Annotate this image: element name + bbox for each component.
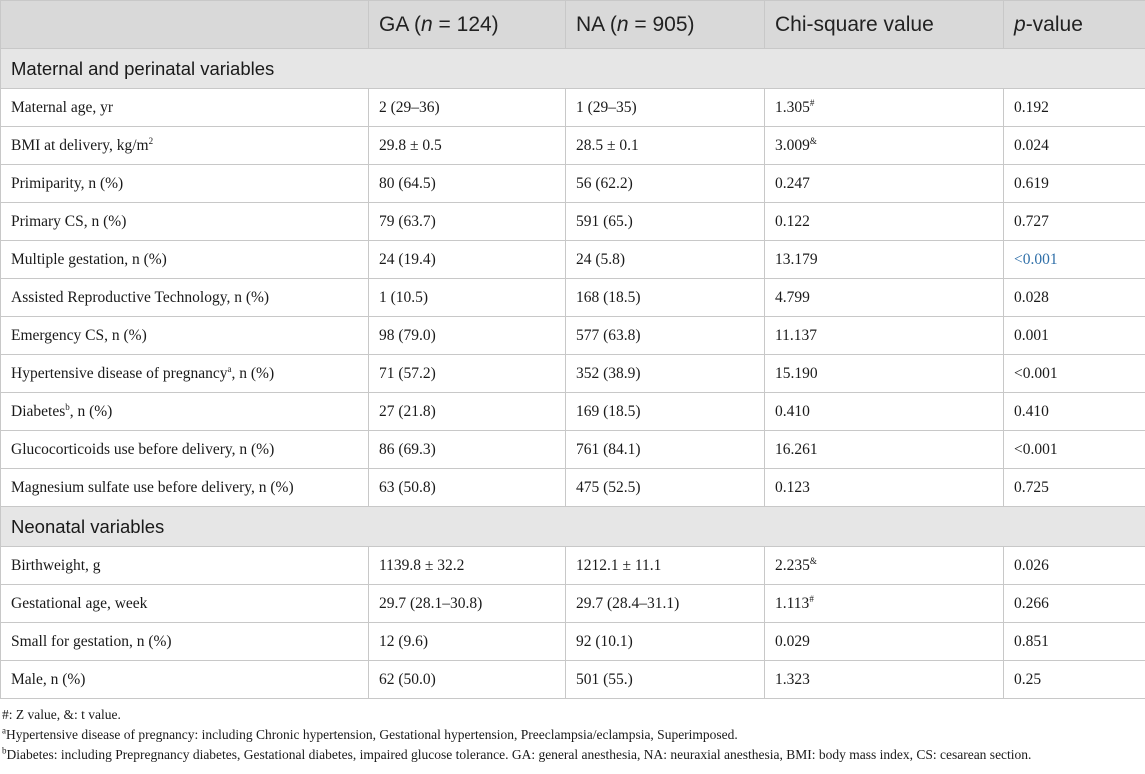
cell-ga: 63 (50.8) [369, 469, 566, 507]
cell-p-value[interactable] [1004, 241, 1145, 279]
table-row [1, 661, 1145, 699]
cell-ga: 12 (9.6) [369, 623, 566, 661]
cell-chi-square: 16.261 [765, 431, 1004, 469]
table-row [1, 355, 1145, 393]
cell-ga: 62 (50.0) [369, 661, 566, 699]
header-ga: GA (n = 124) [369, 1, 566, 49]
footnote-diabetes: $^b$Diabetes: including Prepregnancy diabetes, Gestational diabetes, impaired glucose tolerance. GA: general anesthesia, NA: neuraxial anesthesia, BMI: body mass index, CS: cesarean section. [2, 745, 1032, 762]
header-chi-square: Chi-square value [765, 1, 1004, 49]
cell-chi-square: 1.305# [765, 89, 1004, 127]
table-row [1, 89, 1145, 127]
cell-na: 28.5 ± 0.1 [566, 127, 765, 165]
cell-variable: Birthweight, g [1, 547, 369, 585]
section-header-row [1, 507, 1145, 547]
cell-variable: Small for gestation, n (%) [1, 623, 369, 661]
table-row [1, 165, 1145, 203]
header-na: NA (n = 905) [566, 1, 765, 49]
cell-variable: Multiple gestation, n (%) [1, 241, 369, 279]
cell-na: 169 (18.5) [566, 393, 765, 431]
table-row [1, 431, 1145, 469]
table-row [1, 393, 1145, 431]
table-row [1, 317, 1145, 355]
section-title: Maternal and perinatal variables [1, 49, 1145, 89]
cell-p-value: 0.619 [1004, 165, 1145, 203]
cell-p-value: <0.001 [1004, 355, 1145, 393]
cell-p-value: 0.725 [1004, 469, 1145, 507]
cell-ga: 80 (64.5) [369, 165, 566, 203]
cell-variable: Maternal age, yr [1, 89, 369, 127]
cell-chi-square: 0.029 [765, 623, 1004, 661]
cell-variable: Male, n (%) [1, 661, 369, 699]
table-row [1, 279, 1145, 317]
cell-na: 168 (18.5) [566, 279, 765, 317]
cell-chi-square: 2.235& [765, 547, 1004, 585]
cell-ga: 29.8 ± 0.5 [369, 127, 566, 165]
cell-ga: 1139.8 ± 32.2 [369, 547, 566, 585]
cell-chi-square: 15.190 [765, 355, 1004, 393]
cell-chi-square: 1.113# [765, 585, 1004, 623]
cell-chi-square: 4.799 [765, 279, 1004, 317]
cell-na: 56 (62.2) [566, 165, 765, 203]
cell-na: 475 (52.5) [566, 469, 765, 507]
cell-chi-square: 11.137 [765, 317, 1004, 355]
cell-p-value: 0.192 [1004, 89, 1145, 127]
cell-variable: Assisted Reproductive Technology, n (%) [1, 279, 369, 317]
cell-chi-square: 0.247 [765, 165, 1004, 203]
cell-chi-square: 1.323 [765, 661, 1004, 699]
cell-ga: 24 (19.4) [369, 241, 566, 279]
cell-variable: BMI at delivery, $kg/m^2$ [1, 127, 369, 165]
p-value-link[interactable]: <0.001 [1014, 250, 1058, 268]
table-row [1, 623, 1145, 661]
cell-p-value: 0.024 [1004, 127, 1145, 165]
table-row [1, 547, 1145, 585]
cell-p-value: 0.25 [1004, 661, 1145, 699]
cell-na: 761 (84.1) [566, 431, 765, 469]
cell-p-value: 0.410 [1004, 393, 1145, 431]
cell-variable: Primiparity, n (%) [1, 165, 369, 203]
cell-ga: 1 (10.5) [369, 279, 566, 317]
cell-variable: Glucocorticoids use before delivery, n (%) [1, 431, 369, 469]
table-row [1, 203, 1145, 241]
section-title: Neonatal variables [1, 507, 1145, 547]
cell-p-value: 0.727 [1004, 203, 1145, 241]
cell-ga: 2 (29–36) [369, 89, 566, 127]
cell-na: 24 (5.8) [566, 241, 765, 279]
cell-na: 92 (10.1) [566, 623, 765, 661]
cell-chi-square: 0.410 [765, 393, 1004, 431]
cell-ga: 29.7 (28.1–30.8) [369, 585, 566, 623]
cell-chi-square: 0.123 [765, 469, 1004, 507]
footnote-hypertensive: $^a$Hypertensive disease of pregnancy: including Chronic hypertension, Gestational hypertension, Preeclampsia/eclampsia, Superimposed. [2, 725, 738, 742]
cell-p-value: 0.266 [1004, 585, 1145, 623]
cell-p-value: 0.851 [1004, 623, 1145, 661]
cell-variable: Primary CS, n (%) [1, 203, 369, 241]
table-row [1, 127, 1145, 165]
cell-chi-square: 3.009& [765, 127, 1004, 165]
cell-na: 1212.1 ± 11.1 [566, 547, 765, 585]
header-p-value: p-value [1004, 1, 1145, 49]
cell-na: 1 (29–35) [566, 89, 765, 127]
cell-variable: Magnesium sulfate use before delivery, n (%) [1, 469, 369, 507]
cell-na: 29.7 (28.4–31.1) [566, 585, 765, 623]
cell-variable: Emergency CS, n (%) [1, 317, 369, 355]
cell-chi-square: 13.179 [765, 241, 1004, 279]
cell-chi-square: 0.122 [765, 203, 1004, 241]
footnotes [0, 699, 1145, 765]
section-header-row [1, 49, 1145, 89]
cell-ga: 79 (63.7) [369, 203, 566, 241]
cell-ga: 27 (21.8) [369, 393, 566, 431]
cell-variable: Hypertensive disease of pregnancy$^a$, n (%) [1, 355, 369, 393]
cell-na: 501 (55.) [566, 661, 765, 699]
cell-ga: 98 (79.0) [369, 317, 566, 355]
cell-variable: Gestational age, week [1, 585, 369, 623]
cell-p-value: 0.028 [1004, 279, 1145, 317]
cell-ga: 86 (69.3) [369, 431, 566, 469]
cell-variable: Diabetes$^b$, n (%) [1, 393, 369, 431]
cell-p-value: <0.001 [1004, 431, 1145, 469]
header-variable [1, 1, 369, 49]
cell-ga: 71 (57.2) [369, 355, 566, 393]
cell-p-value: 0.001 [1004, 317, 1145, 355]
footnote-stat-legend: #: Z value, &: t value. [2, 707, 121, 722]
table-row [1, 585, 1145, 623]
cell-na: 591 (65.) [566, 203, 765, 241]
cell-na: 577 (63.8) [566, 317, 765, 355]
cell-na: 352 (38.9) [566, 355, 765, 393]
table-row [1, 241, 1145, 279]
table-row [1, 469, 1145, 507]
cell-p-value: 0.026 [1004, 547, 1145, 585]
header-row [1, 1, 1145, 49]
